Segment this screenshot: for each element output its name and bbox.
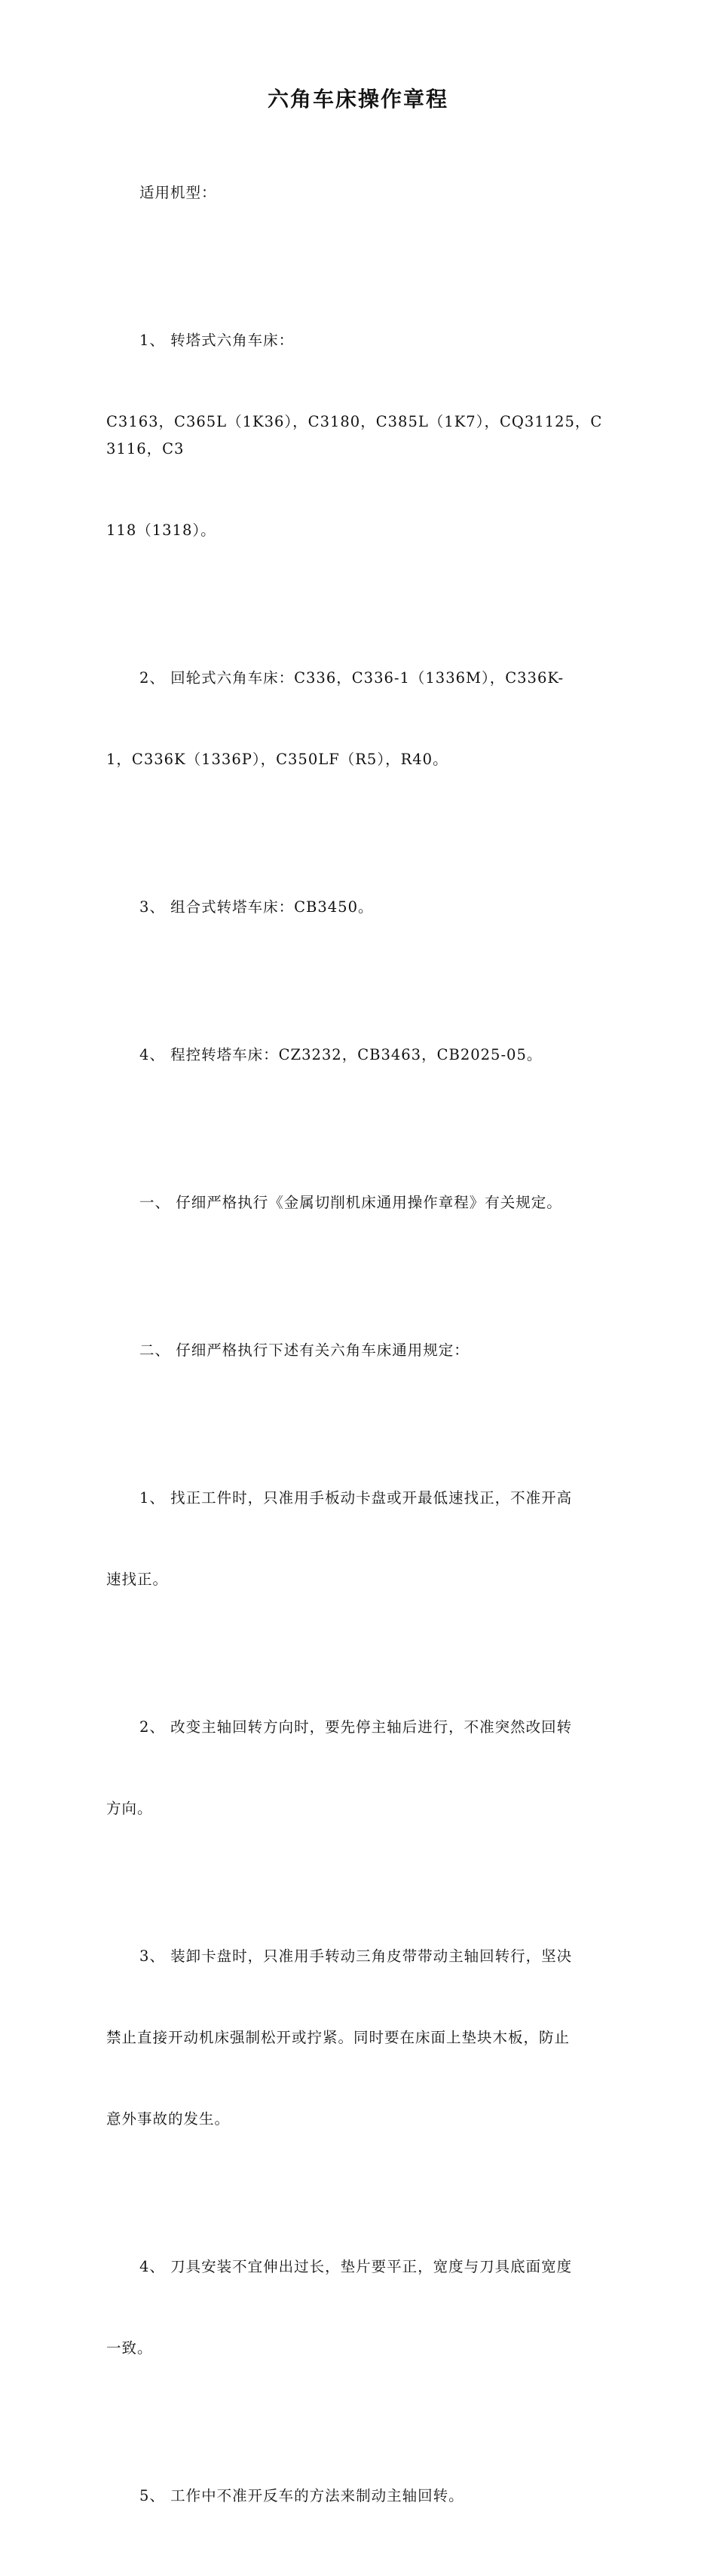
paragraph-capstan-lathe [106,610,605,828]
paragraph-item-1 [106,1430,605,1647]
paragraph-line: 意外事故的发生。 [106,2110,231,2128]
paragraph-line: C3163，C365L（1K36），C3180，C385L（1K7），CQ31125，C3116，C3 [106,413,603,457]
paragraph-line: 适用机型： [139,184,217,201]
paragraph-line: 2、 改变主轴回转方向时，要先停主轴后进行，不准突然改回转 [139,1718,573,1736]
paragraph-cnc-turret [106,987,605,1123]
document-body [106,125,605,2576]
paragraph-line: 5、 工作中不准开反车的方法来制动主轴回转。 [139,2487,464,2504]
paragraph-line: 二、 仔细严格执行下述有关六角车床通用规定： [139,1342,470,1359]
paragraph-line: 4、 程控转塔车床：CZ3232，CB3463，CB2025-05。 [139,1046,543,1063]
paragraph-item-3 [106,1889,605,2187]
paragraph-line: 2、 回轮式六角车床：C336，C336-1（1336M），C336K- [139,669,565,687]
paragraph-item-5 [106,2428,605,2564]
paragraph-combined-turret [106,840,605,975]
paragraph-item-2 [106,1660,605,1877]
paragraph-line: 4、 刀具安装不宜伸出过长，垫片要平正，宽度与刀具底面宽度 [139,2258,573,2275]
document-title: 六角车床操作章程 [267,87,448,112]
paragraph-line: 3、 组合式转塔车床：CB3450。 [139,898,374,916]
paragraph-line: 禁止直接开动机床强制松开或拧紧。同时要在床面上垫块木板，防止 [106,2029,571,2046]
paragraph-line: 方向。 [106,1800,153,1817]
paragraph-line: 一、 仔细严格执行《金属切削机床通用操作章程》有关规定。 [139,1194,562,1211]
paragraph-item-4 [106,2199,605,2416]
paragraph-rule-one [106,1135,605,1271]
paragraph-line: 3、 装卸卡盘时，只准用手转动三角皮带带动主轴回转行，坚决 [139,1947,573,1965]
paragraph-line: 1，C336K（1336P），C350LF（R5），R40。 [106,751,448,768]
paragraph-line: 速找正。 [106,1571,169,1588]
paragraph-turret-lathe [106,273,605,598]
paragraph-applicable-models [106,125,605,261]
paragraph-line: 一致。 [106,2339,153,2357]
paragraph-line: 1、 转塔式六角车床： [139,332,295,349]
paragraph-line: 118（1318）。 [106,522,216,539]
paragraph-line: 1、 找正工件时，只准用手板动卡盘或开最低速找正，不准开高 [139,1489,573,1507]
paragraph-rule-two [106,1283,605,1418]
